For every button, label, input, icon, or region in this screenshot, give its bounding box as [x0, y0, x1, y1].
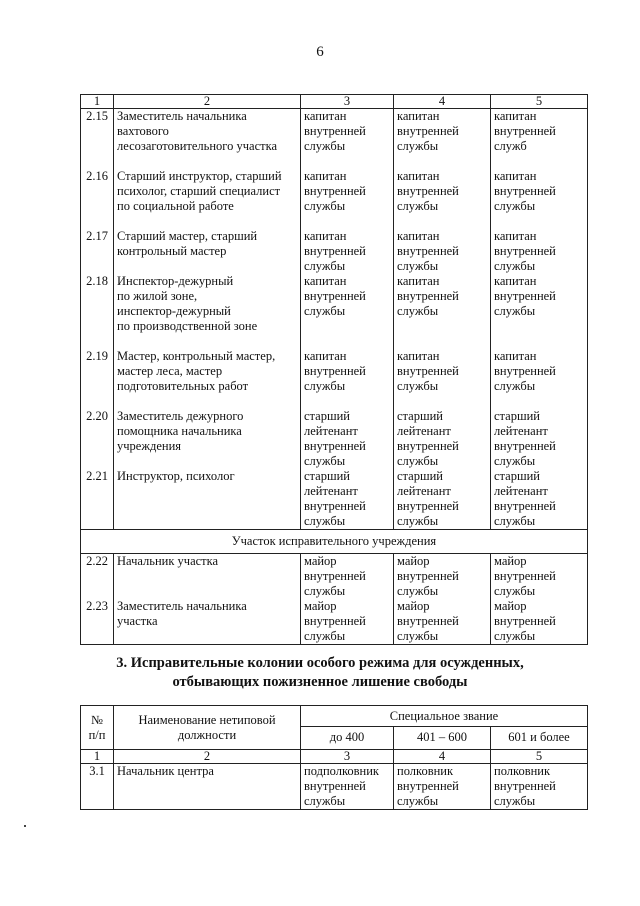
position-name: Начальник центра	[114, 764, 301, 810]
row-number: 2.20	[81, 409, 114, 469]
rank-cell: старший лейтенант внутренней службы	[394, 409, 491, 469]
scan-mark	[24, 825, 26, 827]
rank-cell: старший лейтенант внутренней службы	[301, 469, 394, 530]
rank-cell: майор внутренней службы	[301, 599, 394, 645]
rank-cell: капитан внутренней служб	[491, 109, 588, 170]
rank-cell: полковник внутренней службы	[491, 764, 588, 810]
table-header-row	[81, 706, 588, 727]
section-3-table	[80, 705, 588, 810]
table-row	[81, 109, 588, 170]
rank-cell: капитан внутренней службы	[301, 109, 394, 170]
subsection-title: Участок исправительного учреждения	[81, 530, 588, 554]
rank-cell: подполковник внутренней службы	[301, 764, 394, 810]
header-num: № п/п	[81, 706, 114, 750]
rank-cell: полковник внутренней службы	[394, 764, 491, 810]
position-name: Инспектор-дежурный по жилой зоне, инспектор-дежурный по производственной зоне	[114, 274, 301, 349]
rank-cell: капитан внутренней службы	[491, 169, 588, 229]
page-number: 6	[316, 44, 324, 60]
column-numbers-row	[81, 95, 588, 109]
column-number: 3	[301, 95, 394, 109]
header-sub: 601 и более	[491, 727, 588, 750]
row-number: 2.17	[81, 229, 114, 274]
rank-cell: капитан внутренней службы	[394, 274, 491, 349]
rank-cell: старший лейтенант внутренней службы	[301, 409, 394, 469]
table-row	[81, 229, 588, 274]
rank-cell: капитан внутренней службы	[394, 229, 491, 274]
table-row	[81, 409, 588, 469]
rank-cell: майор внутренней службы	[491, 599, 588, 645]
rank-cell: капитан внутренней службы	[301, 169, 394, 229]
section-title-line: 3. Исправительные колонии особого режима для осужденных,	[116, 655, 524, 671]
column-number: 2	[114, 95, 301, 109]
column-numbers-row	[81, 750, 588, 764]
rank-cell: старший лейтенант внутренней службы	[394, 469, 491, 530]
rank-cell: капитан внутренней службы	[394, 109, 491, 170]
rank-cell: капитан внутренней службы	[301, 349, 394, 409]
row-number: 2.23	[81, 599, 114, 645]
rank-cell: капитан внутренней службы	[301, 274, 394, 349]
rank-cell: капитан внутренней службы	[301, 229, 394, 274]
rank-cell: капитан внутренней службы	[394, 349, 491, 409]
rank-cell: капитан внутренней службы	[491, 274, 588, 349]
table-row	[81, 469, 588, 530]
row-number: 2.16	[81, 169, 114, 229]
row-number: 2.21	[81, 469, 114, 530]
rank-cell: капитан внутренней службы	[394, 169, 491, 229]
table-row	[81, 764, 588, 810]
row-number: 3.1	[81, 764, 114, 810]
table-row	[81, 274, 588, 349]
table-row	[81, 554, 588, 600]
column-number: 5	[491, 95, 588, 109]
section-title-line: отбывающих пожизненное лишение свободы	[172, 674, 468, 690]
position-name: Заместитель начальника участка	[114, 599, 301, 645]
position-name: Начальник участка	[114, 554, 301, 600]
rank-cell: старший лейтенант внутренней службы	[491, 409, 588, 469]
column-number: 5	[491, 750, 588, 764]
rank-cell: майор внутренней службы	[491, 554, 588, 600]
header-position: Наименование нетиповой должности	[114, 706, 301, 750]
column-number: 2	[114, 750, 301, 764]
position-name: Старший мастер, старший контрольный мастер	[114, 229, 301, 274]
rank-cell: майор внутренней службы	[394, 554, 491, 600]
section-3-title	[0, 654, 640, 692]
row-number: 2.18	[81, 274, 114, 349]
column-number: 1	[81, 750, 114, 764]
position-name: Заместитель дежурного помощника начальника учреждения	[114, 409, 301, 469]
rank-cell: майор внутренней службы	[394, 599, 491, 645]
table-row	[81, 169, 588, 229]
row-number: 2.22	[81, 554, 114, 600]
position-name: Мастер, контрольный мастер, мастер леса, мастер подготовительных работ	[114, 349, 301, 409]
header-sub: до 400	[301, 727, 394, 750]
positions-table	[80, 94, 588, 645]
column-number: 4	[394, 750, 491, 764]
column-number: 3	[301, 750, 394, 764]
subsection-row	[81, 530, 588, 554]
position-name: Инструктор, психолог	[114, 469, 301, 530]
row-number: 2.19	[81, 349, 114, 409]
rank-cell: капитан внутренней службы	[491, 229, 588, 274]
column-number: 1	[81, 95, 114, 109]
header-sub: 401 – 600	[394, 727, 491, 750]
column-number: 4	[394, 95, 491, 109]
rank-cell: старший лейтенант внутренней службы	[491, 469, 588, 530]
row-number: 2.15	[81, 109, 114, 170]
table-row	[81, 349, 588, 409]
position-name: Заместитель начальника вахтового лесозаготовительного участка	[114, 109, 301, 170]
table-row	[81, 599, 588, 645]
rank-cell: майор внутренней службы	[301, 554, 394, 600]
position-name: Старший инструктор, старший психолог, старший специалист по социальной работе	[114, 169, 301, 229]
rank-cell: капитан внутренней службы	[491, 349, 588, 409]
header-rank: Специальное звание	[301, 706, 588, 727]
